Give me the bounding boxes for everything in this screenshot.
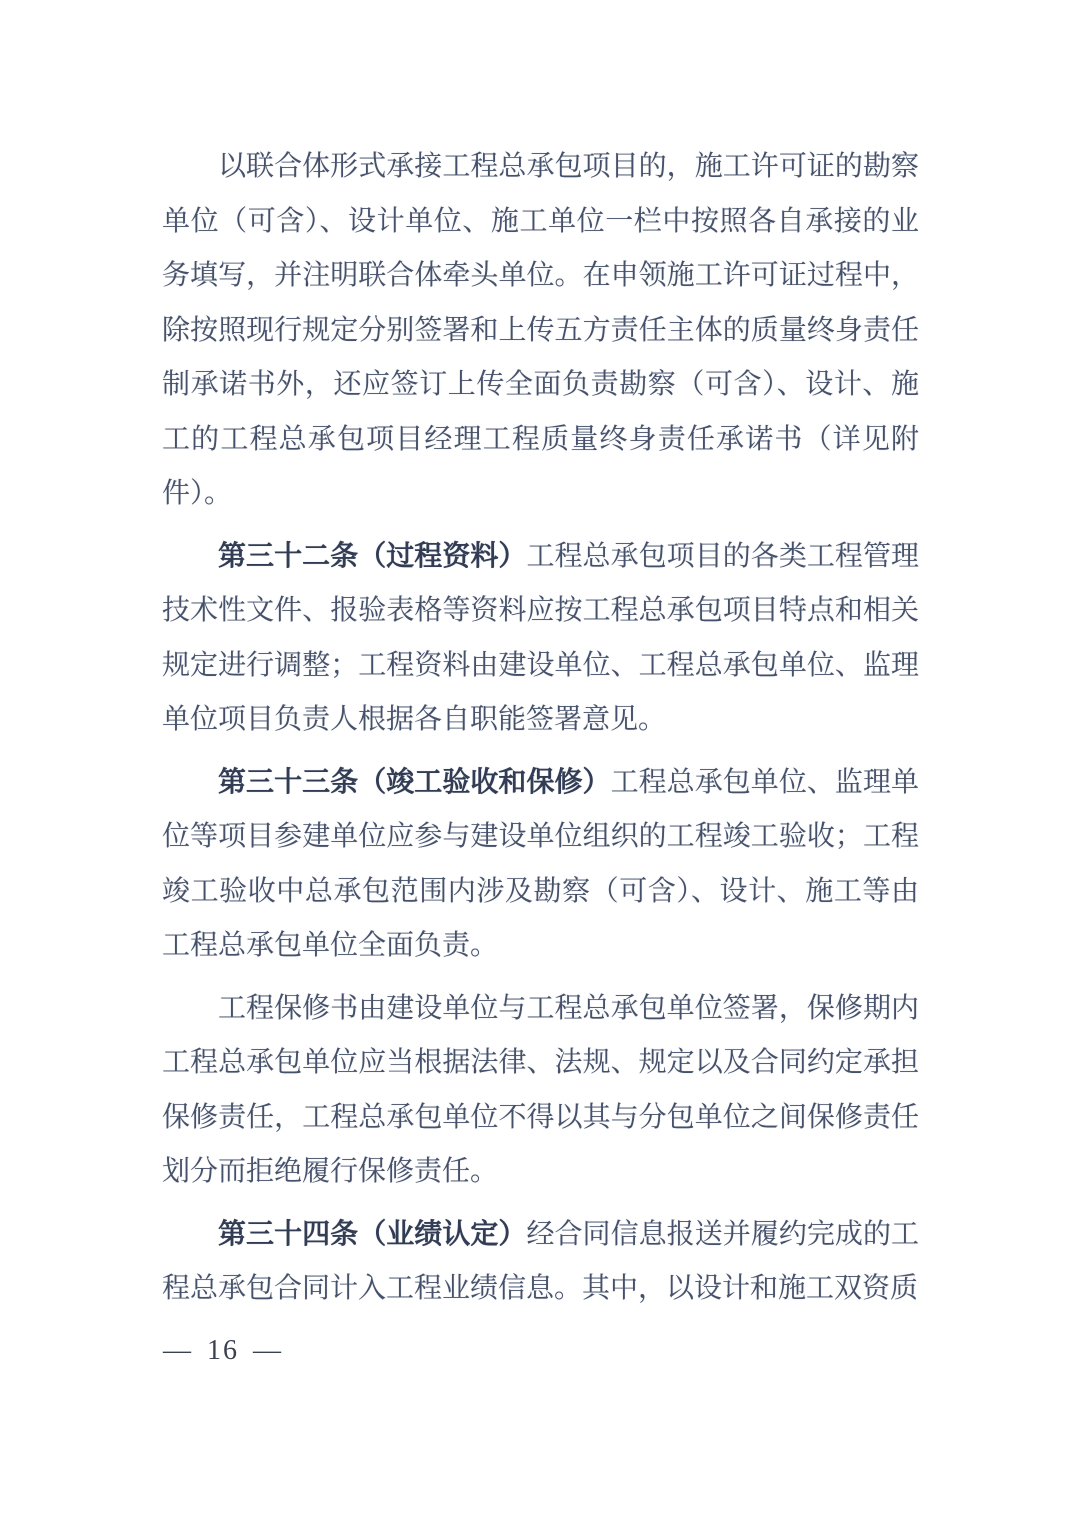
article-33-heading: 第三十三条（竣工验收和保修）: [218, 766, 611, 798]
paragraph-joint-venture: [162, 140, 919, 522]
article-34-heading: 第三十四条（业绩认定）: [218, 1218, 527, 1250]
footer-right-dash: —: [253, 1335, 283, 1366]
paragraph-text: 经合同信息报送并履约完成的工程总承包合同计入工程业绩信息。其中，以设计和施工双资质: [162, 1218, 919, 1304]
paragraph-warranty: [162, 982, 919, 1200]
article-32-heading: 第三十二条（过程资料）: [218, 540, 527, 572]
page-footer: [163, 1334, 283, 1368]
paragraph-article-33: [162, 756, 919, 974]
paragraph-text: 工程保修书由建设单位与工程总承包单位签署，保修期内工程总承包单位应当根据法律、法规、规定以及合同约定承担保修责任，工程总承包单位不得以其与分包单位之间保修责任划分而拒绝履行保修责任。: [162, 992, 919, 1187]
paragraph-text: 以联合体形式承接工程总承包项目的，施工许可证的勘察单位（可含）、设计单位、施工单位一栏中按照各自承接的业务填写，并注明联合体牵头单位。在申领施工许可证过程中，除按照现行规定分别签署和上传五方责任主体的质量终身责任制承诺书外，还应签订上传全面负责勘察（可含）、设计、施工的工程总承包项目经理工程质量终身责任承诺书（详见附件）。: [162, 151, 919, 509]
document-body: [162, 140, 919, 1325]
paragraph-text: 工程总承包单位、监理单位等项目参建单位应参与建设单位组织的工程竣工验收；工程竣工验收中总承包范围内涉及勘察（可含）、设计、施工等由工程总承包单位全面负责。: [162, 766, 919, 961]
footer-left-dash: —: [163, 1335, 193, 1366]
paragraph-article-32: [162, 530, 919, 748]
paragraph-text: 工程总承包项目的各类工程管理技术性文件、报验表格等资料应按工程总承包项目特点和相关规定进行调整；工程资料由建设单位、工程总承包单位、监理单位项目负责人根据各自职能签署意见。: [162, 540, 919, 735]
page-number: 16: [207, 1335, 239, 1366]
paragraph-article-34: [162, 1208, 919, 1317]
